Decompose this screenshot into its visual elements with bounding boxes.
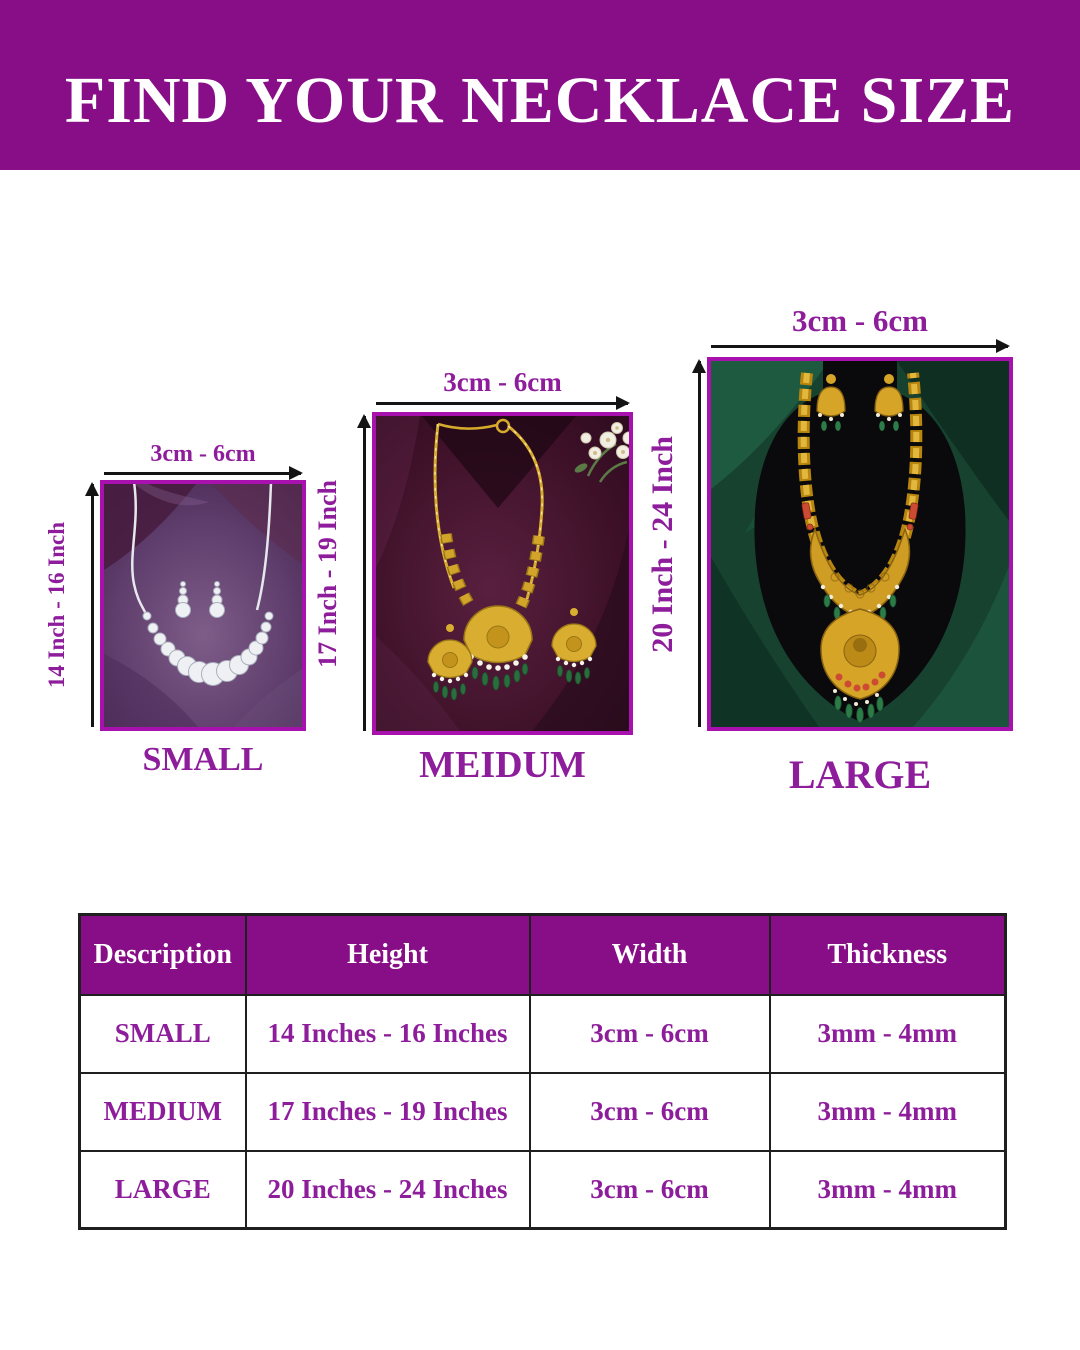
width-range-label-large: 3cm - 6cm — [792, 303, 928, 339]
silver-stone-necklace-set-photo — [104, 484, 302, 727]
size-chart-table — [78, 913, 1007, 1230]
cell-thickness: 3mm - 4mm — [770, 1073, 1006, 1151]
table-row-large — [80, 1151, 1006, 1229]
cell-width: 3cm - 6cm — [530, 1073, 770, 1151]
width-arrow-medium — [376, 402, 628, 405]
cell-height: 20 Inches - 24 Inches — [246, 1151, 530, 1229]
table-row-medium — [80, 1073, 1006, 1151]
cell-description: LARGE — [80, 1151, 246, 1229]
page-title: FIND YOUR NECKLACE SIZE — [64, 64, 1016, 137]
table-row-small — [80, 995, 1006, 1073]
gold-temple-haram-set-photo — [711, 361, 1009, 727]
cell-width: 3cm - 6cm — [530, 1151, 770, 1229]
height-range-label-large: 20 Inch - 24 Inch — [646, 435, 679, 653]
table-header-row — [80, 915, 1006, 995]
size-name-label-large: LARGE — [788, 752, 932, 797]
cell-height: 14 Inches - 16 Inches — [246, 995, 530, 1073]
height-range-label-small: 14 Inch - 16 Inch — [43, 522, 69, 689]
width-range-label-medium: 3cm - 6cm — [443, 366, 562, 397]
title-banner — [0, 0, 1080, 170]
column-header-description: Description — [80, 915, 246, 995]
cell-width: 3cm - 6cm — [530, 995, 770, 1073]
cell-description: SMALL — [80, 995, 246, 1073]
gold-necklace-earring-set-photo — [376, 416, 629, 731]
size-figure-small — [43, 441, 306, 778]
size-figure-medium — [313, 366, 633, 786]
cell-thickness: 3mm - 4mm — [770, 995, 1006, 1073]
width-range-label-small: 3cm - 6cm — [150, 441, 256, 468]
column-header-width: Width — [530, 915, 770, 995]
width-arrow-small — [104, 472, 301, 475]
size-name-label-medium: MEIDUM — [419, 744, 586, 786]
column-header-height: Height — [246, 915, 530, 995]
height-range-label-medium: 17 Inch - 19 Inch — [313, 479, 342, 668]
column-header-thickness: Thickness — [770, 915, 1006, 995]
width-arrow-large — [711, 345, 1008, 348]
size-name-label-small: SMALL — [142, 741, 264, 778]
cell-height: 17 Inches - 19 Inches — [246, 1073, 530, 1151]
cell-description: MEDIUM — [80, 1073, 246, 1151]
cell-thickness: 3mm - 4mm — [770, 1151, 1006, 1229]
size-figure-large — [646, 303, 1013, 797]
